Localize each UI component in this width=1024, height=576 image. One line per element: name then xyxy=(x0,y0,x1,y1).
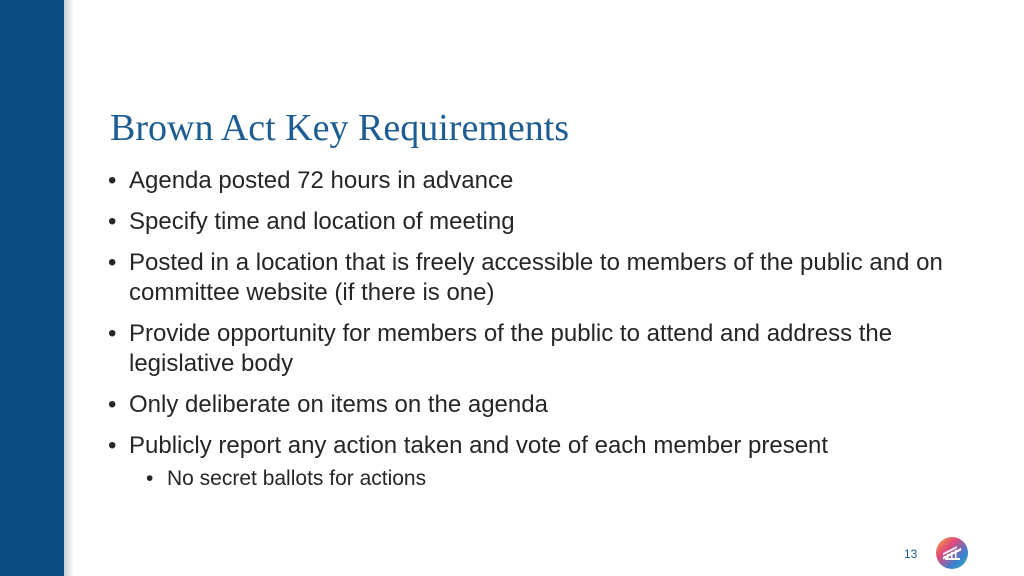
left-accent-bar xyxy=(0,0,64,576)
bullet-text: Specify time and location of meeting xyxy=(129,208,515,235)
bullet-dot: • xyxy=(108,432,117,459)
bullet-item xyxy=(108,248,988,308)
bullet-text: Publicly report any action taken and vote of each member present xyxy=(129,432,829,459)
accent-bar-shadow xyxy=(64,0,74,576)
bullet-dot: • xyxy=(108,320,117,347)
bullet-text: Provide opportunity for members of the public to attend and address the legislative body xyxy=(129,320,893,377)
bullet-text: Posted in a location that is freely accessible to members of the public and on committee website (if there is one) xyxy=(129,249,943,306)
bullet-item xyxy=(108,207,988,237)
bullet-text: Only deliberate on items on the agenda xyxy=(129,391,548,418)
bullet-item xyxy=(108,319,988,379)
bullet-dot: • xyxy=(108,249,117,276)
bullet-dot: • xyxy=(146,467,154,490)
bullet-dot: • xyxy=(108,391,117,418)
bullet-list xyxy=(108,166,988,504)
bullet-item xyxy=(108,431,988,461)
bullet-dot: • xyxy=(108,167,117,194)
slide-title: Brown Act Key Requirements xyxy=(110,107,570,149)
page-number: 13 xyxy=(904,547,918,561)
sub-bullet-item xyxy=(146,465,988,493)
bullet-text: Agenda posted 72 hours in advance xyxy=(129,167,514,194)
state-capitol-circle-logo-icon xyxy=(935,536,969,570)
bullet-item xyxy=(108,390,988,420)
bullet-dot: • xyxy=(108,208,117,235)
bullet-item xyxy=(108,166,988,196)
sub-bullet-text: No secret ballots for actions xyxy=(167,467,427,490)
